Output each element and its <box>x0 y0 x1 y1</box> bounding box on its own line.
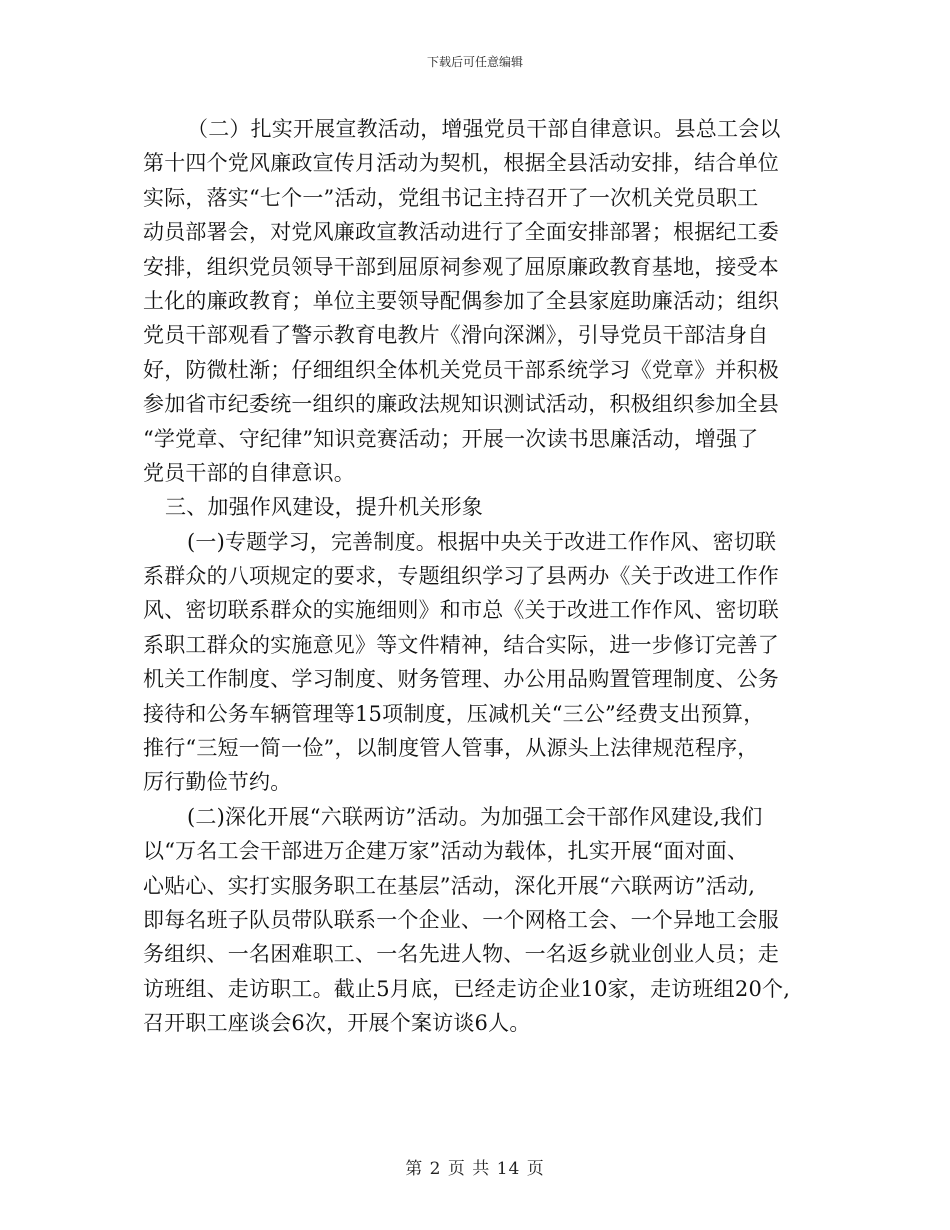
paragraph-line: 务组织、一名困难职工、一名先进人物、一名返乡就业创业人员；走 <box>143 942 779 967</box>
paragraph-line: 召开职工座谈会6次，开展个案访谈6人。 <box>143 1011 531 1036</box>
paragraph-line: (二)深化开展“六联两访”活动。为加强工会干部作风建设,我们 <box>187 804 763 829</box>
paragraph-line: 党员干部的自律意识。 <box>143 460 355 485</box>
paragraph-line: 系群众的八项规定的要求，专题组织学习了县两办《关于改进工作作 <box>143 564 779 589</box>
paragraph-line: 心贴心、实打实服务职工在基层”活动，深化开展“六联两访”活动, <box>143 873 756 898</box>
paragraph-line: 风、密切联系群众的实施细则》和市总《关于改进工作作风、密切联 <box>143 598 779 623</box>
paragraph-line: 系职工群众的实施意见》等文件精神，结合实际，进一步修订完善了 <box>143 632 779 657</box>
paragraph-line: 好，防微杜渐；仔细组织全体机关党员干部系统学习《党章》并积极 <box>143 357 779 382</box>
paragraph-line: 动员部署会，对党风廉政宣教活动进行了全面安排部署；根据纪工委 <box>143 220 779 245</box>
paragraph-line: （二）扎实开展宣教活动，增强党员干部自律意识。县总工会以 <box>187 117 781 141</box>
paragraph-line: 即每名班子队员带队联系一个企业、一个网格工会、一个异地工会服 <box>143 907 779 932</box>
paragraph-line: 安排，组织党员领导干部到屈原祠参观了屈原廉政教育基地，接受本 <box>143 254 779 279</box>
paragraph-line: 第十四个党风廉政宣传月活动为契机，根据全县活动安排，结合单位 <box>143 151 779 176</box>
document-body <box>143 112 828 1041</box>
paragraph-line: 土化的廉政教育；单位主要领导配偶参加了全县家庭助廉活动；组织 <box>143 288 779 313</box>
paragraph-line: “学党章、守纪律”知识竞赛活动；开展一次读书思廉活动，增强了 <box>143 426 759 451</box>
paragraph-line: 参加省市纪委统一组织的廉政法规知识测试活动，积极组织参加全县 <box>143 392 779 417</box>
page-number: 第 2 页 共 14 页 <box>405 1159 545 1179</box>
paragraph-line: 推行“三短一简一俭”，以制度管人管事，从源头上法律规范程序， <box>143 736 759 761</box>
paragraph-line: 机关工作制度、学习制度、财务管理、办公用品购置管理制度、公务 <box>143 667 779 692</box>
section-heading: 三、加强作风建设，提升机关形象 <box>165 495 483 520</box>
paragraph-line: 以“万名工会干部进万企建万家”活动为载体，扎实开展“面对面、 <box>143 839 749 864</box>
paragraph-line: 党员干部观看了警示教育电教片《滑向深渊》，引导党员干部洁身自 <box>143 323 769 348</box>
paragraph-line: (一)专题学习，完善制度。根据中央关于改进工作作风、密切联 <box>187 529 777 554</box>
page-header: 下载后可任意编辑 <box>426 55 523 69</box>
paragraph-line: 访班组、走访职工。截止5月底，已经走访企业10家，走访班组20个, <box>143 976 791 1001</box>
paragraph-line: 厉行勤俭节约。 <box>143 770 292 795</box>
paragraph-line: 接待和公务车辆管理等15项制度，压减机关“三公”经费支出预算， <box>143 701 765 726</box>
paragraph-line: 实际，落实“七个一”活动，党组书记主持召开了一次机关党员职工 <box>143 185 759 210</box>
